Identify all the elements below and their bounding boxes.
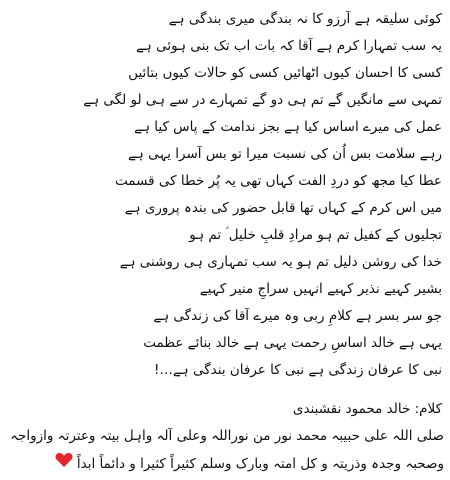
verse-line: کوئی سلیقہ ہے آرزو کا نہ بندگی میری بندگی ہے xyxy=(168,11,442,27)
heart-icon xyxy=(55,450,73,478)
poet-credit: کلام: خالد محمود نقشبندی xyxy=(292,401,442,417)
salawat-line-text: وصحبہ وجدہ وذریتہ و کل امتہ وبارک وسلم کثیراً کثیرا و دائماً ابداً xyxy=(76,456,444,472)
verse-line: جو سر بسر ہے کلامِ ربی وہ میرے آقا کی زندگی ہے xyxy=(153,308,442,324)
verse-line: یہی ہے خالد اساسِ رحمت یہی ہے خالد بنائے عظمت xyxy=(143,335,442,351)
verse-line: تجلیوں کے کفیل تم ہو مرادِ قلبِ خلیل ؑ تم ہو xyxy=(189,227,442,243)
poem xyxy=(8,6,442,384)
verse-line: تمہی سے مانگیں گے تم ہی دو گے تمہارے در سے ہی لو لگی ہے xyxy=(83,92,442,108)
verse-line: خدا کی روشن دلیل تم ہو یہ سب تمہاری ہی روشنی ہے xyxy=(119,254,442,270)
verse-line: کسی کا احسان کیوں اٹھائیں کسی کو حالات کیوں بتائیں xyxy=(128,65,442,81)
verse-line: بشیر کہیے نذیر کہیے انہیں سراجِ منیر کہیے xyxy=(199,281,442,297)
verse-line: نبی کا عرفان زندگی ہے نبی کا عرفان بندگی ہے…! xyxy=(153,362,442,378)
verse-line: عمل کی میرے اساس کیا ہے بجز ندامت کے پاس کیا ہے xyxy=(134,119,442,135)
verse-line: یہ سب تمہارا کرم ہے آقا کہ بات اب تک بنی ہوئی ہے xyxy=(136,38,442,54)
salawat-line xyxy=(4,450,444,478)
verse-line: رہے سلامت بس اُن کی نسبت میرا تو بس آسرا یہی ہے xyxy=(127,146,442,162)
verse-line: عطا کیا مجھ کو دردِ الفت کہاں تھی یہ پُر خطا کی قسمت xyxy=(115,173,442,189)
salawat-line: صلی اللہ علی حبیبہ محمد نور من نوراللہ وعلی آلہ واہل بیتہ وعترتہ وازواجہ xyxy=(10,428,444,444)
verse-line: میں اس کرم کے کہاں تھا قابل حضور کی بندہ پروری ہے xyxy=(124,200,442,216)
salawat-block xyxy=(4,422,444,478)
